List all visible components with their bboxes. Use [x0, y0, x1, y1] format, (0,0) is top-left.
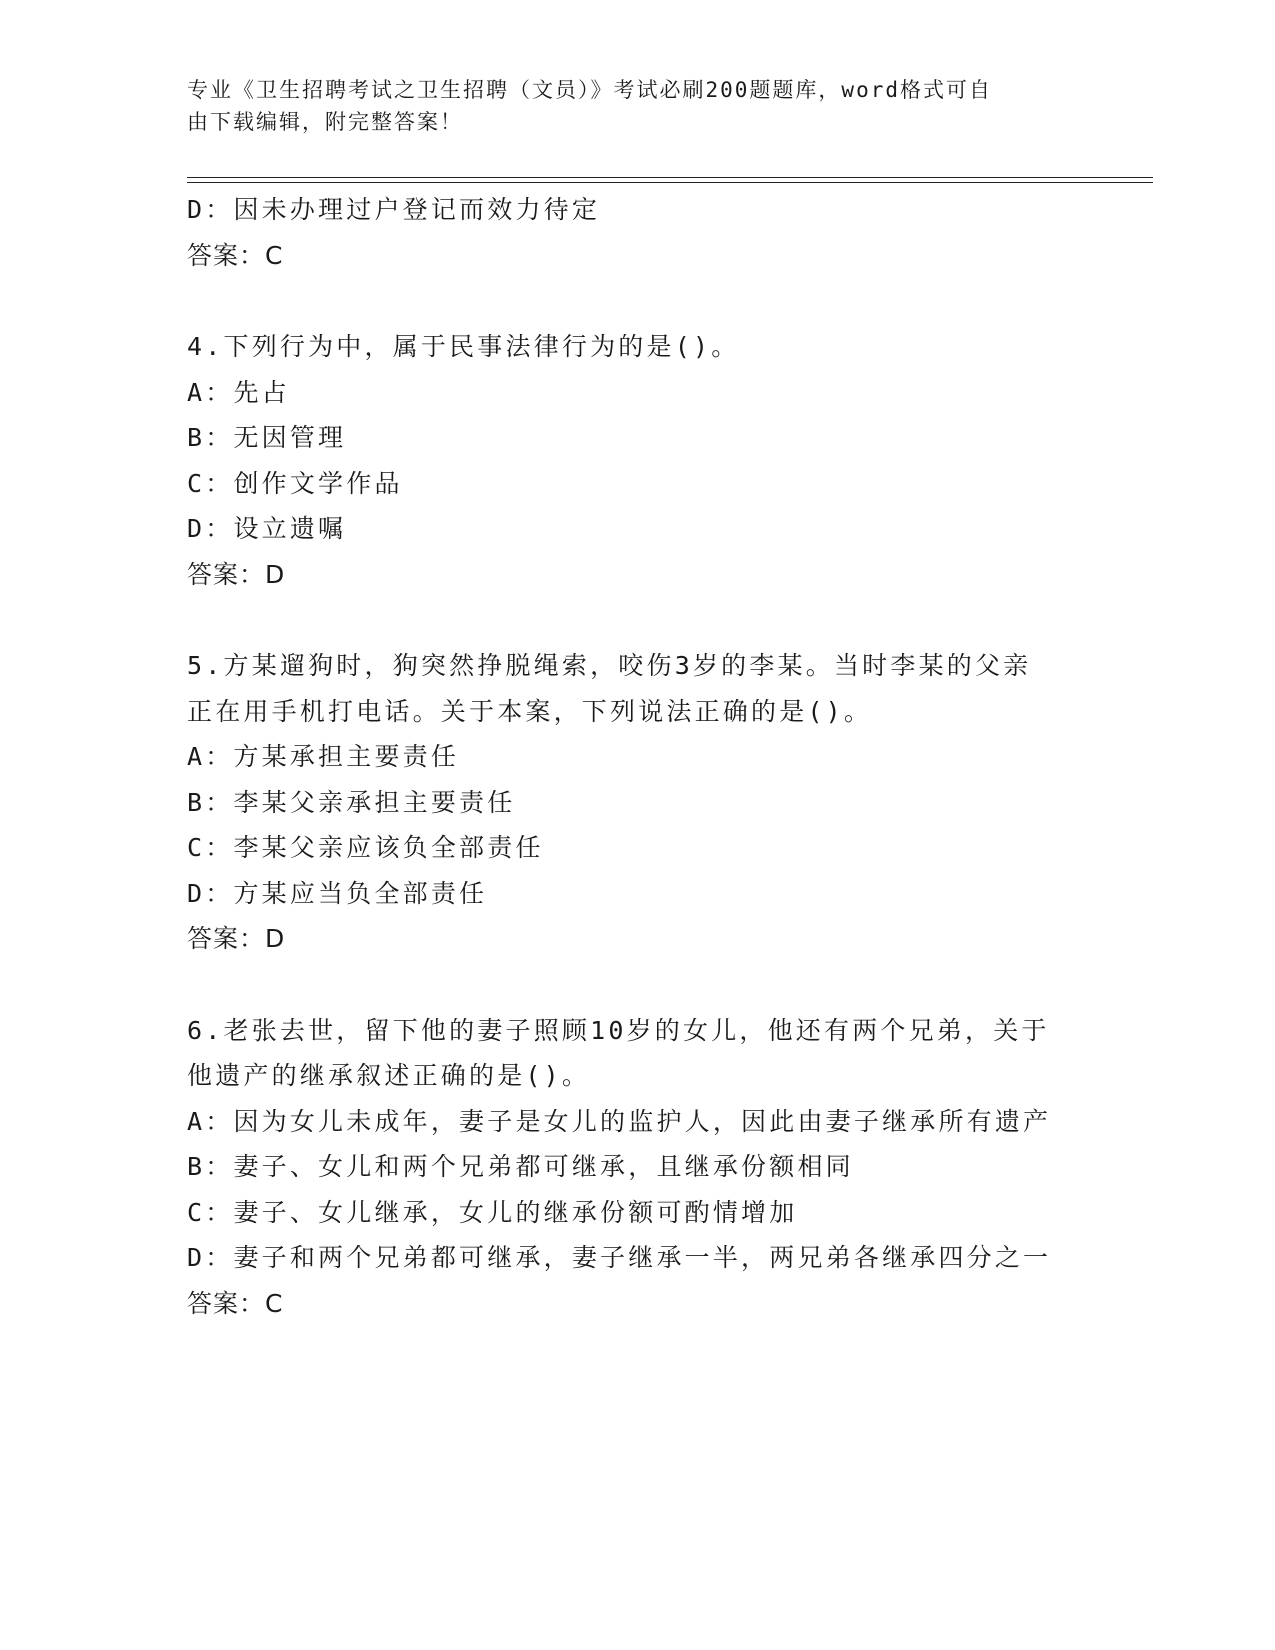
q4-option-b: B：无因管理 [187, 423, 347, 452]
question-list [187, 187, 1087, 1326]
q3-answer: 答案：C [187, 240, 284, 270]
header-line-1: 专业《卫生招聘考试之卫生招聘（文员）》考试必刷200题题库，word格式可自 [187, 78, 992, 102]
q6-option-b: B：妻子、女儿和两个兄弟都可继承，且继承份额相同 [187, 1152, 854, 1181]
q6-stem-line-1: 6.老张去世，留下他的妻子照顾10岁的女儿，他还有两个兄弟，关于 [187, 1015, 1050, 1045]
spacer [187, 278, 1087, 324]
header-divider-top [187, 177, 1153, 178]
question-5 [187, 643, 1087, 962]
header-divider-bottom [187, 182, 1153, 183]
q5-option-b: B：李某父亲承担主要责任 [187, 787, 516, 817]
q4-option-c: C：创作文学作品 [187, 468, 403, 498]
question-4 [187, 324, 1087, 597]
q6-answer: 答案：C [187, 1288, 284, 1318]
spacer [187, 962, 1087, 1008]
spacer [187, 597, 1087, 643]
q6-option-d: D：妻子和两个兄弟都可继承，妻子继承一半，两兄弟各继承四分之一 [187, 1243, 1052, 1272]
q6-option-c: C：妻子、女儿继承，女儿的继承份额可酌情增加 [187, 1197, 798, 1227]
q5-option-a: A：方某承担主要责任 [187, 742, 460, 771]
question-3-fragment [187, 187, 1087, 278]
q5-option-c: C：李某父亲应该负全部责任 [187, 833, 544, 862]
q4-option-d: D：设立遗嘱 [187, 514, 347, 543]
q5-stem-line-1: 5.方某遛狗时，狗突然挣脱绳索，咬伤3岁的李某。当时李某的父亲 [187, 651, 1032, 680]
q4-answer: 答案：D [187, 559, 286, 589]
q4-option-a: A：先占 [187, 377, 290, 407]
q6-stem-line-2: 他遗产的继承叙述正确的是()。 [187, 1061, 591, 1090]
q5-option-d: D：方某应当负全部责任 [187, 878, 488, 908]
question-6 [187, 1008, 1087, 1327]
q5-stem-line-2: 正在用手机打电话。关于本案，下列说法正确的是()。 [187, 696, 873, 726]
header-line-2: 由下载编辑，附完整答案！ [187, 110, 463, 134]
q6-option-a: A：因为女儿未成年，妻子是女儿的监护人，因此由妻子继承所有遗产 [187, 1106, 1052, 1136]
q5-answer: 答案：D [187, 924, 286, 953]
q3-option-d: D：因未办理过户登记而效力待定 [187, 195, 601, 224]
q4-stem: 4.下列行为中，属于民事法律行为的是()。 [187, 332, 740, 361]
document-header [187, 74, 1067, 138]
